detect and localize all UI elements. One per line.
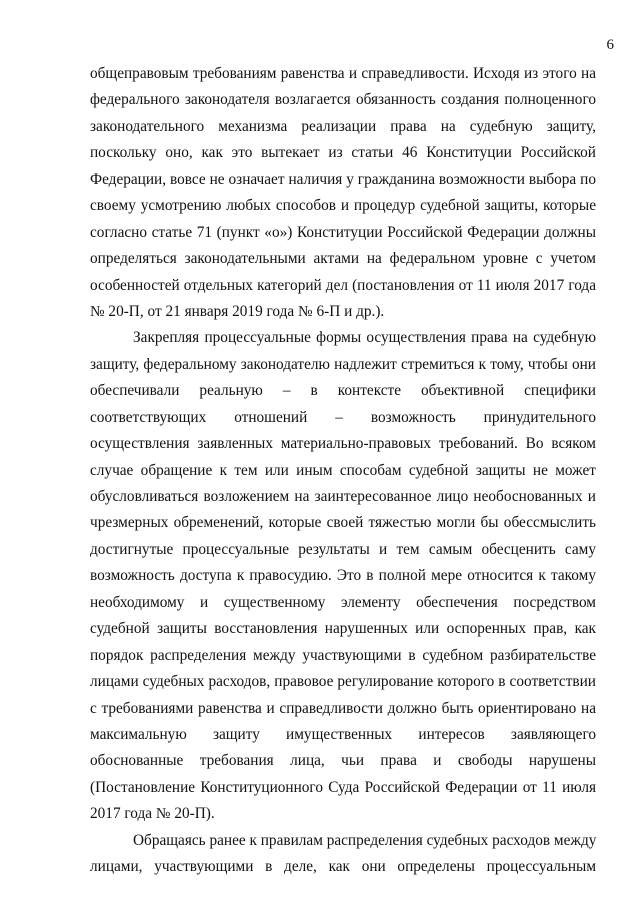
text-line: согласно статье 71 (пункт «о») Конституции Российской Федерации должны: [90, 223, 596, 241]
text-line: максимальную защиту имущественных интересов заявляющего: [90, 725, 596, 743]
text-line: защиту, федеральному законодателю надлежит стремиться к тому, чтобы они: [90, 355, 596, 373]
text-line: с требованиями равенства и справедливости должно быть ориентировано на: [90, 699, 596, 717]
text-line: особенностей отдельных категорий дел (постановления от 11 июля 2017 года: [90, 276, 596, 294]
text-line: необходимому и существенному элементу обеспечения посредством: [90, 593, 596, 611]
text-line: Закрепляя процессуальные формы осуществления права на судебную: [133, 329, 596, 347]
page-number: 6: [606, 37, 614, 53]
text-line: Обращаясь ранее к правилам распределения судебных расходов между: [133, 831, 597, 849]
text-line: лицами, участвующими в деле, как они определены процессуальным: [90, 858, 596, 876]
text-line: порядок распределения между участвующими в судебном разбирательстве: [90, 646, 596, 664]
text-line: поскольку оно, как это вытекает из статьи 46 Конституции Российской: [90, 144, 596, 162]
text-line: законодательного механизма реализации права на судебную защиту,: [90, 117, 596, 135]
text-line: обоснованные требования лица, чьи права и свободы нарушены: [90, 752, 596, 770]
text-line: осуществления заявленных материально-правовых требований. Во всяком: [90, 435, 596, 453]
text-line: (Постановление Конституционного Суда Российской Федерации от 11 июля: [90, 778, 596, 796]
text-line: федерального законодателя возлагается обязанность создания полноценного: [90, 91, 596, 109]
text-line: Федерации, вовсе не означает наличия у гражданина возможности выбора по: [90, 170, 596, 188]
text-line: случае обращение к тем или иным способам судебной защиты не может: [90, 461, 596, 479]
body-text: [90, 61, 596, 881]
text-line: чрезмерных обременений, которые своей тяжестью могли бы обессмыслить: [90, 514, 596, 532]
text-line: лицами судебных расходов, правовое регулирование которого в соответствии: [90, 673, 596, 691]
text-line: своему усмотрению любых способов и процедур судебной защиты, которые: [90, 197, 596, 215]
text-line: обеспечивали реальную – в контексте объективной специфики: [90, 382, 596, 400]
text-line: достигнутые процессуальные результаты и тем самым обесценить саму: [90, 540, 596, 558]
text-line: 2017 года № 20-П).: [90, 805, 215, 823]
text-line: возможность доступа к правосудию. Это в полной мере относится к такому: [90, 567, 596, 585]
text-line: определяться законодательными актами на федеральном уровне с учетом: [90, 250, 596, 268]
text-line: № 20-П, от 21 января 2019 года № 6-П и др.).: [90, 302, 385, 320]
text-line: общеправовым требованиям равенства и справедливости. Исходя из этого на: [90, 65, 596, 82]
text-line: судебной защиты восстановления нарушенных или оспоренных прав, как: [90, 620, 596, 638]
text-line: соответствующих отношений – возможность принудительного: [90, 408, 596, 426]
text-line: обусловливаться возложением на заинтересованное лицо необоснованных и: [90, 488, 596, 505]
